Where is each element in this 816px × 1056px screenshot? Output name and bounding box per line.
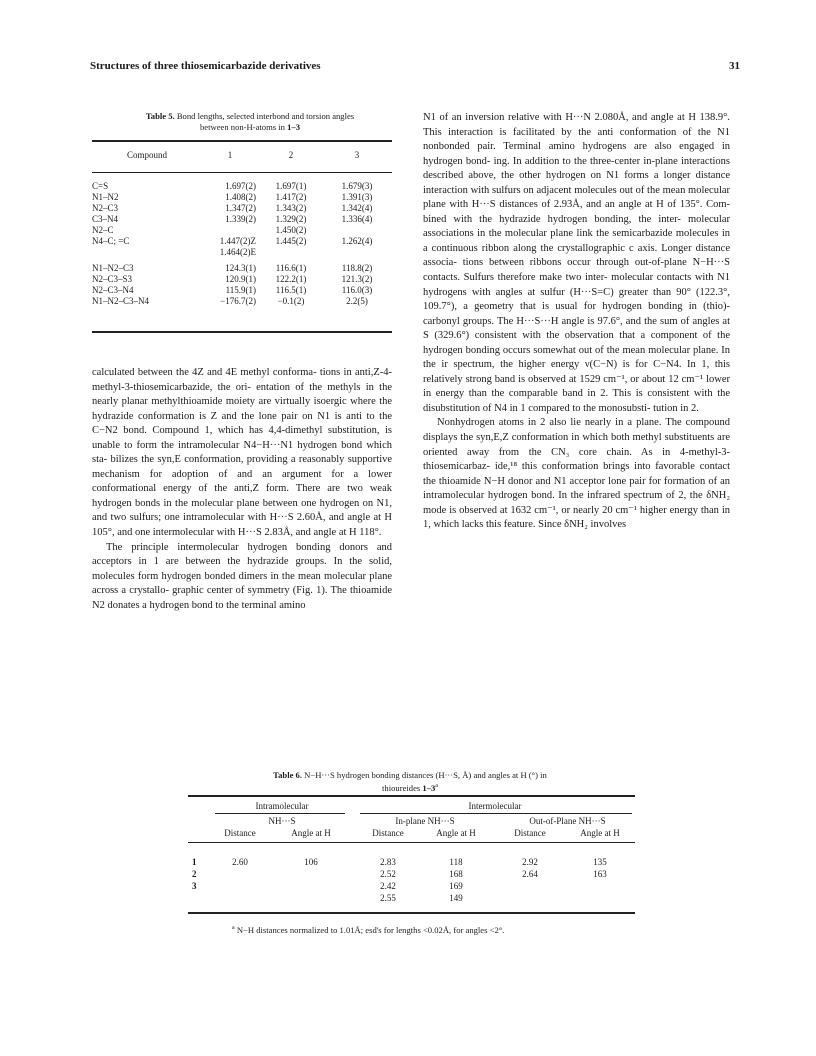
text-line: N1 is anti to the C−N2 bond. Compound 1, which — [92, 410, 393, 437]
table6-cell: 2.64 — [522, 869, 538, 879]
table6-cell: 2.60 — [232, 857, 248, 867]
table5-top-rule — [92, 140, 392, 142]
table5-caption-text: Bond lengths, selected interbond and torsion angles — [176, 111, 355, 121]
table6-cell: 2.83 — [380, 857, 396, 867]
table6-col-intra_d: Distance — [224, 828, 256, 838]
table5-cell: 1.339(2) — [225, 214, 256, 224]
text-line: plane between one hydrogen on N1, and two sulfurs; — [92, 497, 393, 524]
table6-cell: 163 — [593, 869, 607, 879]
table5-cell: N2–C3–S3 — [92, 274, 133, 284]
table5-cell: 1.447(2)Z — [219, 236, 256, 246]
table6-cell: 2.42 — [380, 881, 396, 891]
table5-caption-line1 — [92, 111, 408, 122]
text-line: C−N4. In 1, this relatively strong band is observed at — [423, 359, 730, 385]
table5-cell: 1.262(4) — [341, 236, 373, 246]
table5-header-compound-1: 1 — [227, 150, 233, 160]
table6-cell: 106 — [304, 857, 318, 867]
text-line: the ir spectrum, the higher energy ν(C−N) is for — [423, 359, 648, 371]
table5-label: Table 5. — [145, 111, 175, 121]
table5-cell: 116.5(1) — [275, 285, 307, 295]
table5-cell: 1.464(2)E — [219, 247, 256, 257]
table6-cell: 2.55 — [380, 893, 396, 903]
table5-caption-line2: between non-H-atoms in 1–3 — [200, 122, 300, 132]
table6-cell: 135 — [593, 857, 607, 867]
table5-cell: 116.0(3) — [341, 285, 373, 295]
text-line: entation of the methyls in the nearly planar — [92, 381, 393, 408]
left-paragraph-2 — [92, 541, 392, 614]
table5-cell: 1.391(3) — [341, 192, 373, 202]
table5-cell: 1.679(3) — [341, 181, 373, 191]
table6-caption-line2: thioureides 1–3$^a$ — [382, 782, 438, 793]
page-number: 31 — [729, 60, 740, 72]
table5-cell: N2–C — [92, 225, 114, 235]
text-line: Nonhydrogen atoms in 2 also lie nearly in a plane. — [437, 417, 662, 429]
table6-col-out_a: Angle at H — [580, 828, 620, 838]
text-line: which both methyl substituents are oriented away from — [423, 432, 730, 458]
table6-top-rule — [188, 795, 635, 797]
table5-cell: 1.336(4) — [341, 214, 373, 224]
table6-row-id: 1 — [192, 857, 197, 867]
text-line: The compound displays the syn,E,Z conformation in — [423, 417, 731, 444]
table5-cell: 1.450(2) — [275, 225, 307, 235]
table5-header-rule — [92, 172, 392, 173]
text-line: dimers in the mean molecular plane across a crystallo- — [92, 570, 393, 597]
text-line: There are two weak hydrogen bonds in the molecular — [92, 483, 393, 509]
table5-cell: 115.9(1) — [225, 285, 256, 295]
text-line: the sum of angles at S (329.6°) consistent with the — [423, 315, 731, 342]
text-line: 105°, and one intermolecular with H···S 2.83Å, and — [92, 527, 311, 539]
table6-group-intermolecular: Intermolecular — [468, 801, 522, 811]
text-line: intramolecular N4−H···N1 hydrogen bond which sta- — [92, 439, 393, 466]
text-line: the hydrazide conformation is Z and the lone pair on — [92, 396, 393, 422]
table6-cell: 168 — [449, 869, 463, 879]
text-line: N1 of an inversion relative with H···N 2.080Å, and — [423, 112, 648, 123]
table5-cell: 1.417(2) — [275, 192, 307, 202]
table5-cell: 118.8(2) — [341, 263, 373, 273]
table6-caption-line1 — [200, 770, 620, 781]
text-line: observation that a component of the hydrogen bonding — [423, 330, 730, 356]
table6-label: Table 6. — [273, 770, 302, 780]
text-line: geometry that is usual for hydrogen bonding in (thio)- — [474, 301, 731, 313]
text-line: bilizes the syn,E conformation, providing a reasonably — [110, 454, 345, 466]
table6-sub-intra: NH···S — [268, 816, 296, 826]
text-line: methylthioamide moiety are virtually isoergic where — [151, 396, 376, 408]
left-paragraph-1 — [92, 366, 392, 541]
right-column-text — [423, 111, 730, 533]
text-line: tions between ribbons occur through out-of-plane — [462, 257, 687, 269]
table5-cell: N1–N2–C3 — [92, 263, 134, 273]
table5-cell: N2–C3 — [92, 203, 119, 213]
text-line: the CN₃ core chain. As in 4-methyl-3-thiosemicarbaz- — [423, 446, 731, 473]
text-line: at 1632 cm⁻¹, or nearly 20 cm⁻¹ higher energy than — [499, 504, 719, 516]
table5-cell: 116.6(1) — [275, 263, 307, 273]
table5-cell: 124.3(1) — [225, 263, 256, 273]
table6-footnote: $^a$ N−H distances normalized to 1.01Å; esd's for lengths <0.02Å, for angles <2°. — [232, 924, 505, 935]
text-line: semicarbazide molecules in a continuous ribbon along — [423, 228, 731, 254]
table5-cell: C=S — [92, 181, 109, 191]
table5-header-compound: Compound — [126, 150, 167, 160]
right-paragraph-2 — [423, 416, 730, 532]
text-line: N−H···S contacts. Sulfurs therefore make two inter- — [423, 257, 731, 284]
text-line: sulfur (H···S=C) greater than 90° (122.3°, 109.7°), a — [423, 286, 730, 313]
table5-cell: 122.2(1) — [275, 274, 307, 284]
text-line: tution in 2. — [653, 402, 699, 414]
text-line: the infrared spectrum of 2, the δNH₂ mode is observed — [423, 490, 731, 516]
text-line: angle at H 138.9°. This interaction is facilitated by the — [423, 112, 730, 138]
text-line: the comparable band in 2. This is consistent with the — [491, 388, 731, 400]
text-line: ing. In addition to the three-center in-plane interactions — [493, 155, 731, 167]
text-line: one intramolecular with H···S 2.60Å, and angle at H — [164, 512, 393, 524]
left-column-text — [92, 366, 392, 613]
table5-cell: 1.342(4) — [341, 203, 373, 213]
text-line: the crystallographic c axis. Longer distance associa- — [423, 242, 731, 269]
table6-cell: 118 — [449, 857, 463, 867]
text-line: calculated between the 4Z and 4E methyl conforma- — [92, 367, 317, 378]
table6-row-id: 2 — [192, 869, 197, 879]
table6-col-out_d: Distance — [514, 828, 546, 838]
table6-col-in_d: Distance — [372, 828, 404, 838]
text-line: N2 donates a hydrogen bond to the terminal amino — [92, 599, 306, 611]
text-line: the thioamide N−H donor and N1 acceptor lone pair — [423, 475, 646, 487]
text-line: described above, the other hydrogen on N1 forms a — [423, 170, 659, 182]
running-title: Structures of three thiosemicarbazide derivatives — [90, 60, 321, 72]
table5-cell: 1.697(1) — [275, 181, 307, 191]
text-line: ide,¹⁸ this conformation brings into favorable contact — [494, 461, 731, 473]
table6-bottom-rule — [188, 912, 635, 914]
table5-cell: 1.445(2) — [275, 236, 307, 246]
table6-sub-outplane: Out-of-Plane NH···S — [529, 816, 606, 826]
text-line: longer distance interaction with sulfurs on adjacent — [423, 170, 731, 196]
table5-cell: 1.408(2) — [225, 192, 256, 202]
text-line: 1529 cm⁻¹, or about 12 cm⁻¹ lower in energy than — [423, 373, 730, 400]
text-line: anti conformation of the N1 nonbonded pair. Terminal — [423, 126, 731, 153]
table6-group-intramolecular: Intramolecular — [255, 801, 309, 811]
table5-header-compound-3: 3 — [354, 150, 360, 160]
table6-col-in_a: Angle at H — [436, 828, 476, 838]
table6-header-rule — [188, 842, 635, 843]
table5-header-compound-2: 2 — [288, 150, 294, 160]
table6-cell: 169 — [449, 881, 463, 891]
table6-sub-inplane: In-plane NH···S — [395, 816, 455, 826]
text-line: has 4,4-dimethyl substitution, is unable to form the — [92, 425, 392, 451]
text-line: angle at H 118°. — [313, 527, 382, 539]
text-line: tions in anti,Z-4-methyl-3-thiosemicarbazide, the ori- — [92, 367, 392, 393]
text-line: for formation of an intramolecular hydrogen bond. In — [423, 475, 730, 502]
table6-caption-text: N−H···S hydrogen bonding distances (H···S, Å) and angles at H (°) in — [304, 770, 547, 780]
text-line: molecular associations in the molecular plane link the — [423, 213, 730, 240]
table6-cell: 2.92 — [522, 857, 538, 867]
table5-cell: 1.329(2) — [275, 214, 307, 224]
text-line: carbonyl groups. The H···S···H angle is 97.6°, and — [423, 315, 641, 327]
table6-intra-rule — [215, 813, 345, 814]
table5-bottom-rule — [92, 331, 392, 333]
text-line: supportive mechanism for adoption of and an argument — [92, 454, 393, 480]
table5-caption — [92, 111, 408, 133]
table5-cell: −0.1(2) — [277, 296, 305, 306]
table6-col-intra_a: Angle at H — [291, 828, 331, 838]
table6-row-id: 3 — [192, 881, 197, 891]
table6-cell: 2.52 — [380, 869, 396, 879]
text-line: for a lower conformational energy of the anti,Z form. — [92, 468, 392, 495]
text-line: amino hydrogens are also engaged in hydrogen bond- — [423, 141, 731, 167]
text-line: groups. In the solid, molecules form hydrogen bonded — [92, 556, 393, 582]
table5-cell: 120.9(1) — [225, 274, 256, 284]
text-line: bined with the hydrazide hydrogen bonding, the inter- — [423, 213, 681, 225]
table5-cell: −176.7(2) — [220, 296, 256, 306]
table5-cell: 2.2(5) — [346, 296, 368, 306]
right-paragraph-1 — [423, 111, 730, 416]
text-line: disubstitution of N4 in 1 compared to the monosubsti- — [423, 402, 651, 414]
table5-cell: N1–N2 — [92, 192, 119, 202]
text-line: distances of 2.93Å, and an angle at H of 135°. Com- — [499, 199, 730, 211]
table5-cell: C3–N4 — [92, 214, 119, 224]
text-line: graphic center of symmetry (Fig. 1). The thioamide — [172, 585, 393, 597]
table5-cell: 1.347(2) — [225, 203, 256, 213]
table5-cell: 121.3(2) — [341, 274, 373, 284]
table6-caption — [200, 770, 620, 794]
table5-cell: N1–N2–C3–N4 — [92, 296, 150, 306]
table5-cell: 1.697(2) — [225, 181, 256, 191]
text-line: The principle intermolecular hydrogen bonding — [106, 541, 331, 553]
table5-cell: N4–C; =C — [92, 236, 130, 246]
table6-cell: 149 — [449, 893, 463, 903]
table5-cell: 1.343(2) — [275, 203, 307, 213]
table5-cell: N2–C3–N4 — [92, 285, 134, 295]
text-line: molecules out of the mean molecular plane with H···S — [423, 184, 731, 211]
text-line: donors and acceptors in 1 are between the hydrazide — [92, 541, 393, 568]
table6-inter-rule — [360, 813, 632, 814]
text-line: molecular contacts with N1 hydrogens with angles at — [423, 272, 730, 298]
text-line: in 1, which lacks this feature. Since δNH₂ involves — [423, 504, 730, 531]
text-line: occurs somewhat out of the mean molecular plane. In — [502, 344, 731, 356]
